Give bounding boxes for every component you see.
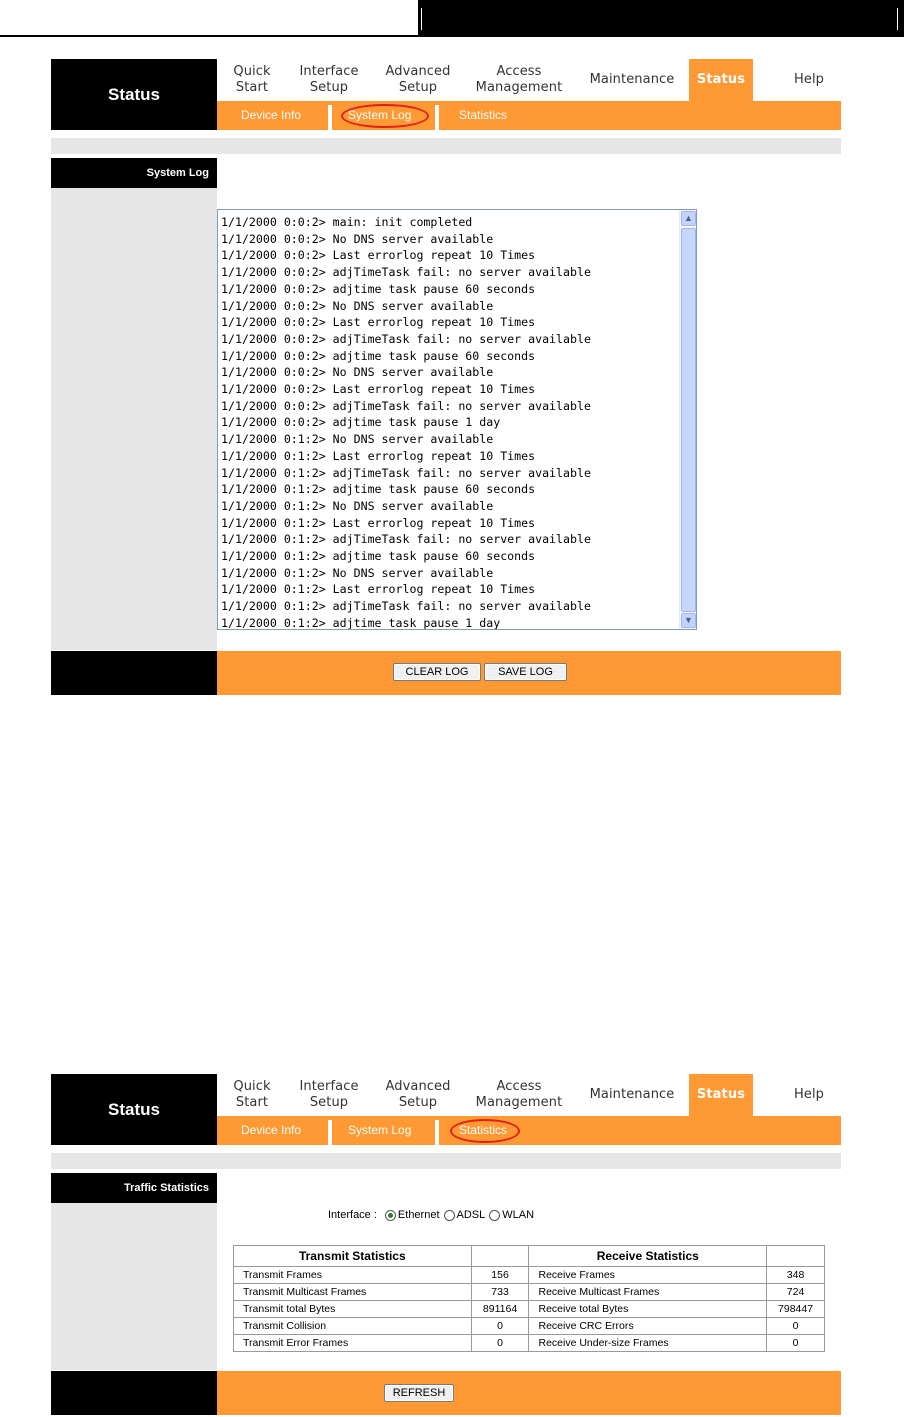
table-row	[234, 1267, 825, 1284]
log-line: 1/1/2000 0:0:2> Last errorlog repeat 10 Times	[221, 315, 536, 330]
footer-bar	[217, 1371, 841, 1415]
separator-strip	[51, 138, 841, 154]
table-row	[234, 1301, 825, 1318]
system-log-panel	[51, 59, 841, 695]
table-row	[234, 1318, 825, 1335]
log-line: 1/1/2000 0:0:2> Last errorlog repeat 10 Times	[221, 248, 536, 263]
save-log-button[interactable]: SAVE LOG	[484, 663, 567, 681]
section-label: Traffic Statistics	[51, 1173, 217, 1203]
table-row	[234, 1284, 825, 1301]
log-line: 1/1/2000 0:0:2> adjtime task pause 1 day	[221, 415, 501, 430]
log-line: 1/1/2000 0:0:2> No DNS server available	[221, 231, 494, 246]
radio-adsl-label: ADSL	[456, 1209, 486, 1221]
tab-advanced-setup[interactable]: Advanced Setup	[385, 1079, 451, 1110]
tab-advanced-setup[interactable]: Advanced Setup	[385, 64, 451, 95]
log-line: 1/1/2000 0:1:2> No DNS server available	[221, 498, 494, 513]
log-line: 1/1/2000 0:1:2> adjtime task pause 60 seconds	[221, 549, 536, 564]
log-line: 1/1/2000 0:1:2> adjTimeTask fail: no server available	[221, 465, 591, 480]
log-line: 1/1/2000 0:1:2> adjTimeTask fail: no server available	[221, 532, 591, 547]
scrollbar[interactable]	[679, 210, 696, 629]
tab-maintenance[interactable]: Maintenance	[589, 72, 675, 87]
refresh-button[interactable]: REFRESH	[384, 1384, 454, 1402]
log-line: 1/1/2000 0:1:2> Last errorlog repeat 10 Times	[221, 582, 536, 597]
main-nav	[217, 1074, 841, 1116]
tab-help[interactable]: Help	[793, 72, 825, 87]
receive-label-cell: Receive CRC Errors	[529, 1318, 767, 1335]
radio-ethernet[interactable]	[385, 1210, 396, 1221]
section-label: System Log	[51, 158, 217, 188]
receive-value-cell: 0	[767, 1318, 825, 1335]
tab-access-management[interactable]: Access Management	[475, 64, 563, 95]
receive-value-cell: 724	[767, 1284, 825, 1301]
transmit-value-cell: 0	[471, 1318, 529, 1335]
receive-value-cell: 0	[767, 1335, 825, 1352]
receive-value-cell: 798447	[767, 1301, 825, 1318]
log-line: 1/1/2000 0:0:2> adjTimeTask fail: no server available	[221, 265, 591, 280]
tab-quick-start[interactable]: Quick Start	[233, 64, 271, 95]
left-column	[51, 188, 217, 650]
main-nav	[217, 59, 841, 101]
subnav-divider	[328, 1120, 332, 1145]
log-line: 1/1/2000 0:1:2> adjtime task pause 60 seconds	[221, 482, 536, 497]
highlight-circle	[450, 1119, 520, 1143]
transmit-value-cell: 891164	[471, 1301, 529, 1318]
subnav-device-info[interactable]: Device Info	[241, 108, 302, 122]
clear-log-button[interactable]: CLEAR LOG	[393, 663, 481, 681]
log-line: 1/1/2000 0:1:2> adjTimeTask fail: no server available	[221, 599, 591, 614]
log-line: 1/1/2000 0:0:2> adjtime task pause 60 seconds	[221, 281, 536, 296]
log-line: 1/1/2000 0:0:2> No DNS server available	[221, 298, 494, 313]
radio-wlan-label: WLAN	[502, 1209, 535, 1221]
tab-interface-setup[interactable]: Interface Setup	[299, 64, 359, 95]
tab-help[interactable]: Help	[793, 1087, 825, 1102]
receive-label-cell: Receive Frames	[529, 1267, 767, 1284]
subnav-divider	[435, 105, 439, 130]
log-line: 1/1/2000 0:1:2> Last errorlog repeat 10 Times	[221, 515, 536, 530]
transmit-value-cell: 733	[471, 1284, 529, 1301]
subnav-divider	[328, 105, 332, 130]
table-row	[234, 1335, 825, 1352]
sub-nav	[217, 1116, 841, 1145]
scroll-down-icon[interactable]: ▼	[681, 613, 696, 628]
receive-value-header	[767, 1246, 825, 1267]
table-body	[234, 1267, 825, 1352]
receive-label-cell: Receive Under-size Frames	[529, 1335, 767, 1352]
subnav-statistics[interactable]: Statistics	[459, 108, 508, 122]
header-divider	[421, 8, 422, 30]
log-line: 1/1/2000 0:0:2> main: init completed	[221, 215, 473, 229]
subnav-device-info[interactable]: Device Info	[241, 1123, 302, 1137]
log-line: 1/1/2000 0:0:2> adjTimeTask fail: no server available	[221, 398, 591, 413]
footer-bar	[217, 651, 841, 695]
receive-header: Receive Statistics	[529, 1246, 767, 1267]
tab-maintenance[interactable]: Maintenance	[589, 1087, 675, 1102]
sub-nav	[217, 101, 841, 130]
receive-value-cell: 348	[767, 1267, 825, 1284]
transmit-label-cell: Transmit Collision	[234, 1318, 472, 1335]
brand-title: Status	[51, 1074, 217, 1145]
interface-selector	[328, 1209, 534, 1221]
log-line: 1/1/2000 0:1:2> No DNS server available	[221, 565, 494, 580]
tab-quick-start[interactable]: Quick Start	[233, 1079, 271, 1110]
subnav-statistics[interactable]: Statistics	[459, 1123, 508, 1137]
scroll-thumb[interactable]	[681, 228, 696, 612]
document-header-left	[0, 0, 418, 37]
transmit-value-header	[471, 1246, 529, 1267]
transmit-label-cell: Transmit Frames	[234, 1267, 472, 1284]
scroll-up-icon[interactable]: ▲	[681, 211, 696, 226]
table-header-row	[234, 1246, 825, 1267]
traffic-statistics-table	[233, 1245, 825, 1352]
left-column	[51, 1203, 217, 1370]
tab-access-management[interactable]: Access Management	[475, 1079, 563, 1110]
receive-label-cell: Receive Multicast Frames	[529, 1284, 767, 1301]
radio-adsl[interactable]	[444, 1210, 455, 1221]
log-textarea[interactable]	[217, 209, 697, 630]
log-line: 1/1/2000 0:1:2> Last errorlog repeat 10 Times	[221, 448, 536, 463]
transmit-value-cell: 0	[471, 1335, 529, 1352]
radio-ethernet-label: Ethernet	[397, 1209, 440, 1221]
subnav-system-log[interactable]: System Log	[348, 1123, 412, 1137]
log-line: 1/1/2000 0:0:2> Last errorlog repeat 10 Times	[221, 382, 536, 397]
log-line: 1/1/2000 0:0:2> adjtime task pause 60 seconds	[221, 348, 536, 363]
separator-strip	[51, 1153, 841, 1169]
brand-title: Status	[51, 59, 217, 130]
log-content	[221, 214, 591, 630]
footer-left	[51, 651, 217, 695]
transmit-label-cell: Transmit total Bytes	[234, 1301, 472, 1318]
log-line: 1/1/2000 0:0:2> adjTimeTask fail: no server available	[221, 331, 591, 346]
tab-status[interactable]: Status	[689, 1074, 753, 1116]
tab-status[interactable]: Status	[689, 59, 753, 101]
transmit-header: Transmit Statistics	[234, 1246, 472, 1267]
log-line: 1/1/2000 0:1:2> adjtime task pause 1 day	[221, 615, 501, 630]
receive-label-cell: Receive total Bytes	[529, 1301, 767, 1318]
subnav-system-log[interactable]: System Log	[348, 108, 412, 122]
radio-wlan[interactable]	[489, 1210, 500, 1221]
statistics-panel	[51, 1074, 841, 1415]
transmit-label-cell: Transmit Multicast Frames	[234, 1284, 472, 1301]
highlight-circle	[341, 104, 429, 128]
footer-left	[51, 1371, 217, 1415]
transmit-label-cell: Transmit Error Frames	[234, 1335, 472, 1352]
document-header-right	[418, 0, 904, 37]
subnav-divider	[435, 1120, 439, 1145]
tab-interface-setup[interactable]: Interface Setup	[299, 1079, 359, 1110]
transmit-value-cell: 156	[471, 1267, 529, 1284]
log-line: 1/1/2000 0:1:2> No DNS server available	[221, 432, 494, 447]
header-divider	[897, 8, 898, 30]
log-line: 1/1/2000 0:0:2> No DNS server available	[221, 365, 494, 380]
interface-label: Interface :	[328, 1209, 377, 1221]
